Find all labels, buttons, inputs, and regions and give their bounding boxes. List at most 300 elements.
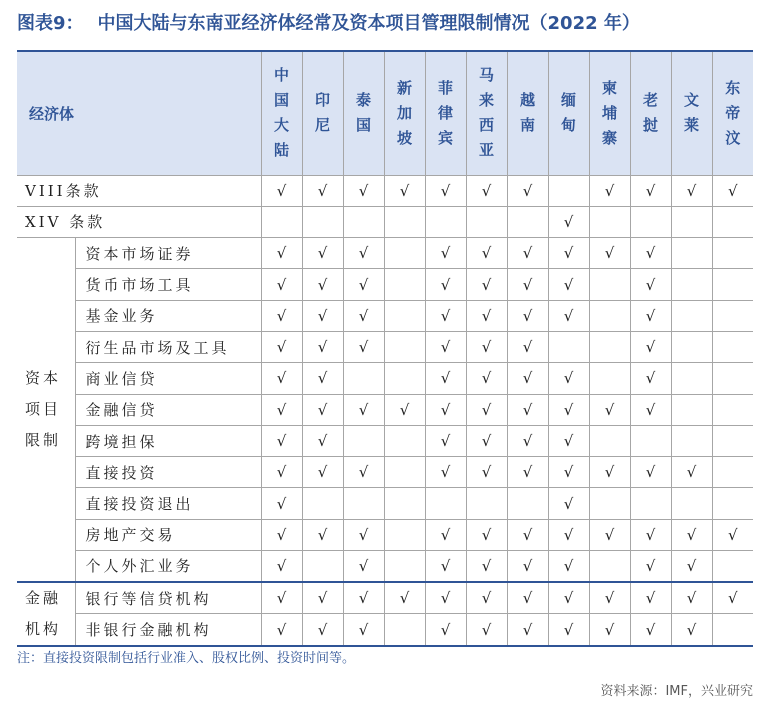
check-cell — [712, 300, 753, 331]
header-country — [712, 51, 753, 175]
check-mark: √ — [358, 463, 369, 482]
check-cell — [630, 457, 671, 488]
check-mark: √ — [440, 525, 451, 544]
check-mark: √ — [440, 338, 451, 357]
table-row — [17, 363, 753, 394]
check-cell — [507, 425, 548, 456]
check-cell — [712, 457, 753, 488]
check-cell — [589, 238, 630, 269]
row-label: 房地产交易 — [75, 519, 261, 550]
check-cell — [425, 457, 466, 488]
check-cell — [425, 175, 466, 206]
check-cell — [548, 582, 589, 614]
header-country-label: 中国大陆 — [274, 66, 290, 160]
check-mark: √ — [481, 244, 492, 263]
check-cell — [630, 300, 671, 331]
check-cell — [548, 206, 589, 237]
check-cell — [548, 394, 589, 425]
check-cell — [507, 614, 548, 646]
header-country — [507, 51, 548, 175]
check-cell — [548, 425, 589, 456]
check-cell — [630, 425, 671, 456]
check-mark: √ — [563, 275, 574, 294]
check-mark: √ — [399, 400, 410, 419]
check-mark: √ — [727, 589, 738, 608]
header-country — [261, 51, 302, 175]
check-mark: √ — [440, 556, 451, 575]
check-mark: √ — [645, 369, 656, 388]
check-mark: √ — [481, 589, 492, 608]
check-mark: √ — [522, 244, 533, 263]
check-cell — [589, 175, 630, 206]
check-cell — [261, 488, 302, 519]
check-cell — [425, 582, 466, 614]
check-mark: √ — [563, 244, 574, 263]
check-mark: √ — [481, 306, 492, 325]
check-cell — [425, 425, 466, 456]
header-country — [671, 51, 712, 175]
row-label: 直接投资 — [75, 457, 261, 488]
check-cell — [261, 363, 302, 394]
header-country-label: 新加坡 — [397, 78, 413, 147]
check-cell — [261, 457, 302, 488]
check-mark: √ — [440, 432, 451, 451]
check-cell — [466, 269, 507, 300]
check-cell — [384, 206, 425, 237]
check-mark: √ — [440, 620, 451, 639]
check-cell — [466, 519, 507, 550]
check-mark: √ — [522, 306, 533, 325]
check-cell — [507, 519, 548, 550]
check-cell — [261, 614, 302, 646]
check-mark: √ — [686, 620, 697, 639]
check-cell — [343, 457, 384, 488]
check-cell — [548, 238, 589, 269]
check-mark: √ — [727, 181, 738, 200]
check-mark: √ — [645, 463, 656, 482]
check-cell — [548, 519, 589, 550]
check-mark: √ — [563, 494, 574, 513]
check-cell — [507, 394, 548, 425]
check-cell — [671, 300, 712, 331]
check-cell — [466, 206, 507, 237]
check-cell — [712, 331, 753, 362]
check-cell — [548, 363, 589, 394]
check-cell — [302, 394, 343, 425]
check-mark: √ — [276, 181, 287, 200]
check-cell — [302, 331, 343, 362]
check-mark: √ — [440, 181, 451, 200]
check-cell — [671, 519, 712, 550]
check-mark: √ — [522, 432, 533, 451]
check-mark: √ — [276, 338, 287, 357]
check-cell — [589, 363, 630, 394]
check-cell — [630, 614, 671, 646]
check-cell — [384, 175, 425, 206]
check-cell — [712, 363, 753, 394]
check-mark: √ — [563, 620, 574, 639]
check-cell — [712, 425, 753, 456]
check-mark: √ — [645, 338, 656, 357]
check-cell — [589, 488, 630, 519]
row-label: 货币市场工具 — [75, 269, 261, 300]
check-mark: √ — [317, 525, 328, 544]
check-mark: √ — [604, 244, 615, 263]
check-mark: √ — [645, 306, 656, 325]
check-cell — [548, 488, 589, 519]
check-cell — [384, 300, 425, 331]
check-mark: √ — [276, 620, 287, 639]
check-cell — [466, 238, 507, 269]
check-mark: √ — [563, 369, 574, 388]
check-mark: √ — [522, 400, 533, 419]
check-cell — [261, 206, 302, 237]
check-cell — [507, 300, 548, 331]
header-country — [548, 51, 589, 175]
check-mark: √ — [358, 275, 369, 294]
header-economy: 经济体 — [17, 51, 261, 175]
check-mark: √ — [563, 525, 574, 544]
check-mark: √ — [481, 400, 492, 419]
check-cell — [466, 614, 507, 646]
check-cell — [261, 582, 302, 614]
header-country — [630, 51, 671, 175]
check-mark: √ — [276, 589, 287, 608]
check-cell — [671, 425, 712, 456]
check-mark: √ — [645, 525, 656, 544]
check-cell — [466, 457, 507, 488]
check-cell — [507, 363, 548, 394]
table-row — [17, 614, 753, 646]
check-mark: √ — [440, 306, 451, 325]
check-mark: √ — [276, 244, 287, 263]
check-mark: √ — [522, 369, 533, 388]
check-mark: √ — [317, 369, 328, 388]
check-cell — [302, 614, 343, 646]
check-mark: √ — [358, 589, 369, 608]
check-cell — [507, 582, 548, 614]
check-cell — [712, 394, 753, 425]
check-cell — [343, 238, 384, 269]
check-cell — [712, 238, 753, 269]
check-cell — [671, 457, 712, 488]
check-mark: √ — [604, 400, 615, 419]
check-mark: √ — [358, 181, 369, 200]
check-mark: √ — [645, 275, 656, 294]
table-row — [17, 394, 753, 425]
check-mark: √ — [276, 463, 287, 482]
check-cell — [712, 175, 753, 206]
check-cell — [466, 300, 507, 331]
check-cell — [384, 394, 425, 425]
check-mark: √ — [727, 525, 738, 544]
row-label: XIV 条款 — [17, 206, 261, 237]
check-cell — [548, 614, 589, 646]
check-mark: √ — [645, 244, 656, 263]
check-cell — [466, 175, 507, 206]
table-row — [17, 206, 753, 237]
check-cell — [425, 206, 466, 237]
row-label: 金融信贷 — [75, 394, 261, 425]
header-country-label: 印尼 — [315, 91, 331, 135]
check-cell — [589, 425, 630, 456]
table-row — [17, 238, 753, 269]
check-cell — [630, 488, 671, 519]
check-cell — [671, 238, 712, 269]
check-cell — [425, 269, 466, 300]
check-cell — [343, 519, 384, 550]
check-cell — [384, 582, 425, 614]
check-mark: √ — [686, 556, 697, 575]
check-cell — [384, 269, 425, 300]
check-mark: √ — [686, 525, 697, 544]
check-mark: √ — [317, 400, 328, 419]
check-mark: √ — [317, 181, 328, 200]
check-cell — [302, 175, 343, 206]
check-cell — [384, 363, 425, 394]
check-mark: √ — [522, 338, 533, 357]
header-country-label: 柬埔寨 — [602, 78, 618, 147]
check-cell — [548, 551, 589, 582]
check-cell — [630, 238, 671, 269]
check-cell — [671, 331, 712, 362]
header-row — [17, 51, 753, 175]
check-cell — [630, 175, 671, 206]
check-cell — [425, 551, 466, 582]
check-mark: √ — [563, 556, 574, 575]
check-mark: √ — [317, 306, 328, 325]
check-cell — [630, 519, 671, 550]
check-mark: √ — [522, 589, 533, 608]
check-cell — [384, 519, 425, 550]
check-cell — [589, 331, 630, 362]
check-mark: √ — [317, 463, 328, 482]
check-mark: √ — [317, 589, 328, 608]
check-cell — [261, 394, 302, 425]
check-mark: √ — [481, 181, 492, 200]
check-mark: √ — [563, 463, 574, 482]
check-cell — [548, 269, 589, 300]
check-cell — [302, 519, 343, 550]
check-cell — [466, 394, 507, 425]
check-cell — [589, 614, 630, 646]
check-mark: √ — [399, 589, 410, 608]
check-cell — [261, 175, 302, 206]
check-mark: √ — [604, 463, 615, 482]
check-cell — [671, 206, 712, 237]
check-cell — [384, 614, 425, 646]
check-cell — [671, 363, 712, 394]
row-label: 非银行金融机构 — [75, 614, 261, 646]
table-row — [17, 519, 753, 550]
check-mark: √ — [686, 181, 697, 200]
check-mark: √ — [358, 620, 369, 639]
check-cell — [712, 206, 753, 237]
check-cell — [466, 582, 507, 614]
check-mark: √ — [522, 556, 533, 575]
group-label-text: 金融机构 — [25, 588, 62, 638]
table-row — [17, 551, 753, 582]
table-row — [17, 457, 753, 488]
check-mark: √ — [481, 463, 492, 482]
check-cell — [425, 488, 466, 519]
check-mark: √ — [563, 212, 574, 231]
check-cell — [425, 238, 466, 269]
check-mark: √ — [276, 369, 287, 388]
check-mark: √ — [686, 463, 697, 482]
check-mark: √ — [563, 432, 574, 451]
check-mark: √ — [645, 556, 656, 575]
check-cell — [302, 582, 343, 614]
check-cell — [466, 488, 507, 519]
check-cell — [384, 488, 425, 519]
check-cell — [507, 206, 548, 237]
check-cell — [384, 457, 425, 488]
check-cell — [630, 582, 671, 614]
check-mark: √ — [440, 400, 451, 419]
check-mark: √ — [276, 556, 287, 575]
header-country-label: 文莱 — [684, 91, 700, 135]
check-mark: √ — [481, 369, 492, 388]
check-cell — [425, 300, 466, 331]
check-mark: √ — [645, 400, 656, 419]
table-body — [17, 175, 753, 646]
check-cell — [507, 331, 548, 362]
check-cell — [343, 551, 384, 582]
check-cell — [589, 551, 630, 582]
header-country-label: 泰国 — [356, 91, 372, 135]
check-cell — [548, 300, 589, 331]
check-cell — [343, 300, 384, 331]
table-row — [17, 331, 753, 362]
check-cell — [671, 551, 712, 582]
check-cell — [507, 269, 548, 300]
check-cell — [302, 269, 343, 300]
group-label — [17, 238, 75, 582]
check-cell — [589, 457, 630, 488]
check-mark: √ — [276, 306, 287, 325]
table-row — [17, 488, 753, 519]
header-country-label: 东帝汶 — [725, 78, 741, 147]
header-country — [343, 51, 384, 175]
check-mark: √ — [276, 400, 287, 419]
check-cell — [466, 425, 507, 456]
check-cell — [384, 238, 425, 269]
check-mark: √ — [645, 181, 656, 200]
check-cell — [630, 206, 671, 237]
check-cell — [630, 363, 671, 394]
check-cell — [261, 425, 302, 456]
check-cell — [343, 331, 384, 362]
check-mark: √ — [522, 463, 533, 482]
check-cell — [630, 394, 671, 425]
check-cell — [261, 300, 302, 331]
check-cell — [261, 269, 302, 300]
check-mark: √ — [440, 275, 451, 294]
check-cell — [261, 331, 302, 362]
check-mark: √ — [358, 306, 369, 325]
footnote: 注：直接投资限制包括行业准入、股权比例、投资时间等。 — [17, 651, 356, 666]
check-mark: √ — [358, 525, 369, 544]
check-cell — [343, 206, 384, 237]
check-cell — [589, 269, 630, 300]
check-cell — [302, 457, 343, 488]
check-cell — [384, 425, 425, 456]
check-cell — [384, 331, 425, 362]
check-cell — [343, 175, 384, 206]
table-row — [17, 175, 753, 206]
row-label: 资本市场证券 — [75, 238, 261, 269]
table-row — [17, 582, 753, 614]
check-cell — [343, 363, 384, 394]
check-cell — [261, 551, 302, 582]
check-cell — [671, 175, 712, 206]
check-mark: √ — [440, 369, 451, 388]
check-mark: √ — [481, 556, 492, 575]
check-mark: √ — [645, 589, 656, 608]
check-cell — [671, 614, 712, 646]
check-cell — [589, 300, 630, 331]
check-mark: √ — [563, 306, 574, 325]
check-mark: √ — [358, 244, 369, 263]
check-mark: √ — [440, 589, 451, 608]
check-cell — [671, 582, 712, 614]
check-cell — [712, 269, 753, 300]
check-cell — [343, 394, 384, 425]
check-cell — [507, 457, 548, 488]
check-cell — [630, 269, 671, 300]
check-mark: √ — [522, 181, 533, 200]
check-mark: √ — [522, 620, 533, 639]
check-cell — [302, 425, 343, 456]
figure-title — [17, 9, 757, 39]
check-cell — [589, 394, 630, 425]
check-cell — [589, 519, 630, 550]
check-cell — [261, 519, 302, 550]
header-country — [302, 51, 343, 175]
check-cell — [589, 582, 630, 614]
check-cell — [425, 519, 466, 550]
check-mark: √ — [440, 463, 451, 482]
table-row — [17, 300, 753, 331]
row-label: 直接投资退出 — [75, 488, 261, 519]
header-country — [466, 51, 507, 175]
check-cell — [712, 519, 753, 550]
row-label: 衍生品市场及工具 — [75, 331, 261, 362]
check-cell — [548, 175, 589, 206]
check-mark: √ — [276, 525, 287, 544]
row-label: 基金业务 — [75, 300, 261, 331]
row-label: 商业信贷 — [75, 363, 261, 394]
check-mark: √ — [522, 525, 533, 544]
check-cell — [302, 300, 343, 331]
check-mark: √ — [317, 338, 328, 357]
check-cell — [507, 175, 548, 206]
check-mark: √ — [317, 275, 328, 294]
check-mark: √ — [604, 589, 615, 608]
check-mark: √ — [604, 525, 615, 544]
header-country-label: 老挝 — [643, 91, 659, 135]
check-cell — [589, 206, 630, 237]
check-mark: √ — [358, 338, 369, 357]
check-mark: √ — [358, 400, 369, 419]
check-cell — [425, 363, 466, 394]
check-mark: √ — [686, 589, 697, 608]
check-cell — [630, 331, 671, 362]
check-mark: √ — [522, 275, 533, 294]
row-label: 跨境担保 — [75, 425, 261, 456]
check-mark: √ — [645, 620, 656, 639]
